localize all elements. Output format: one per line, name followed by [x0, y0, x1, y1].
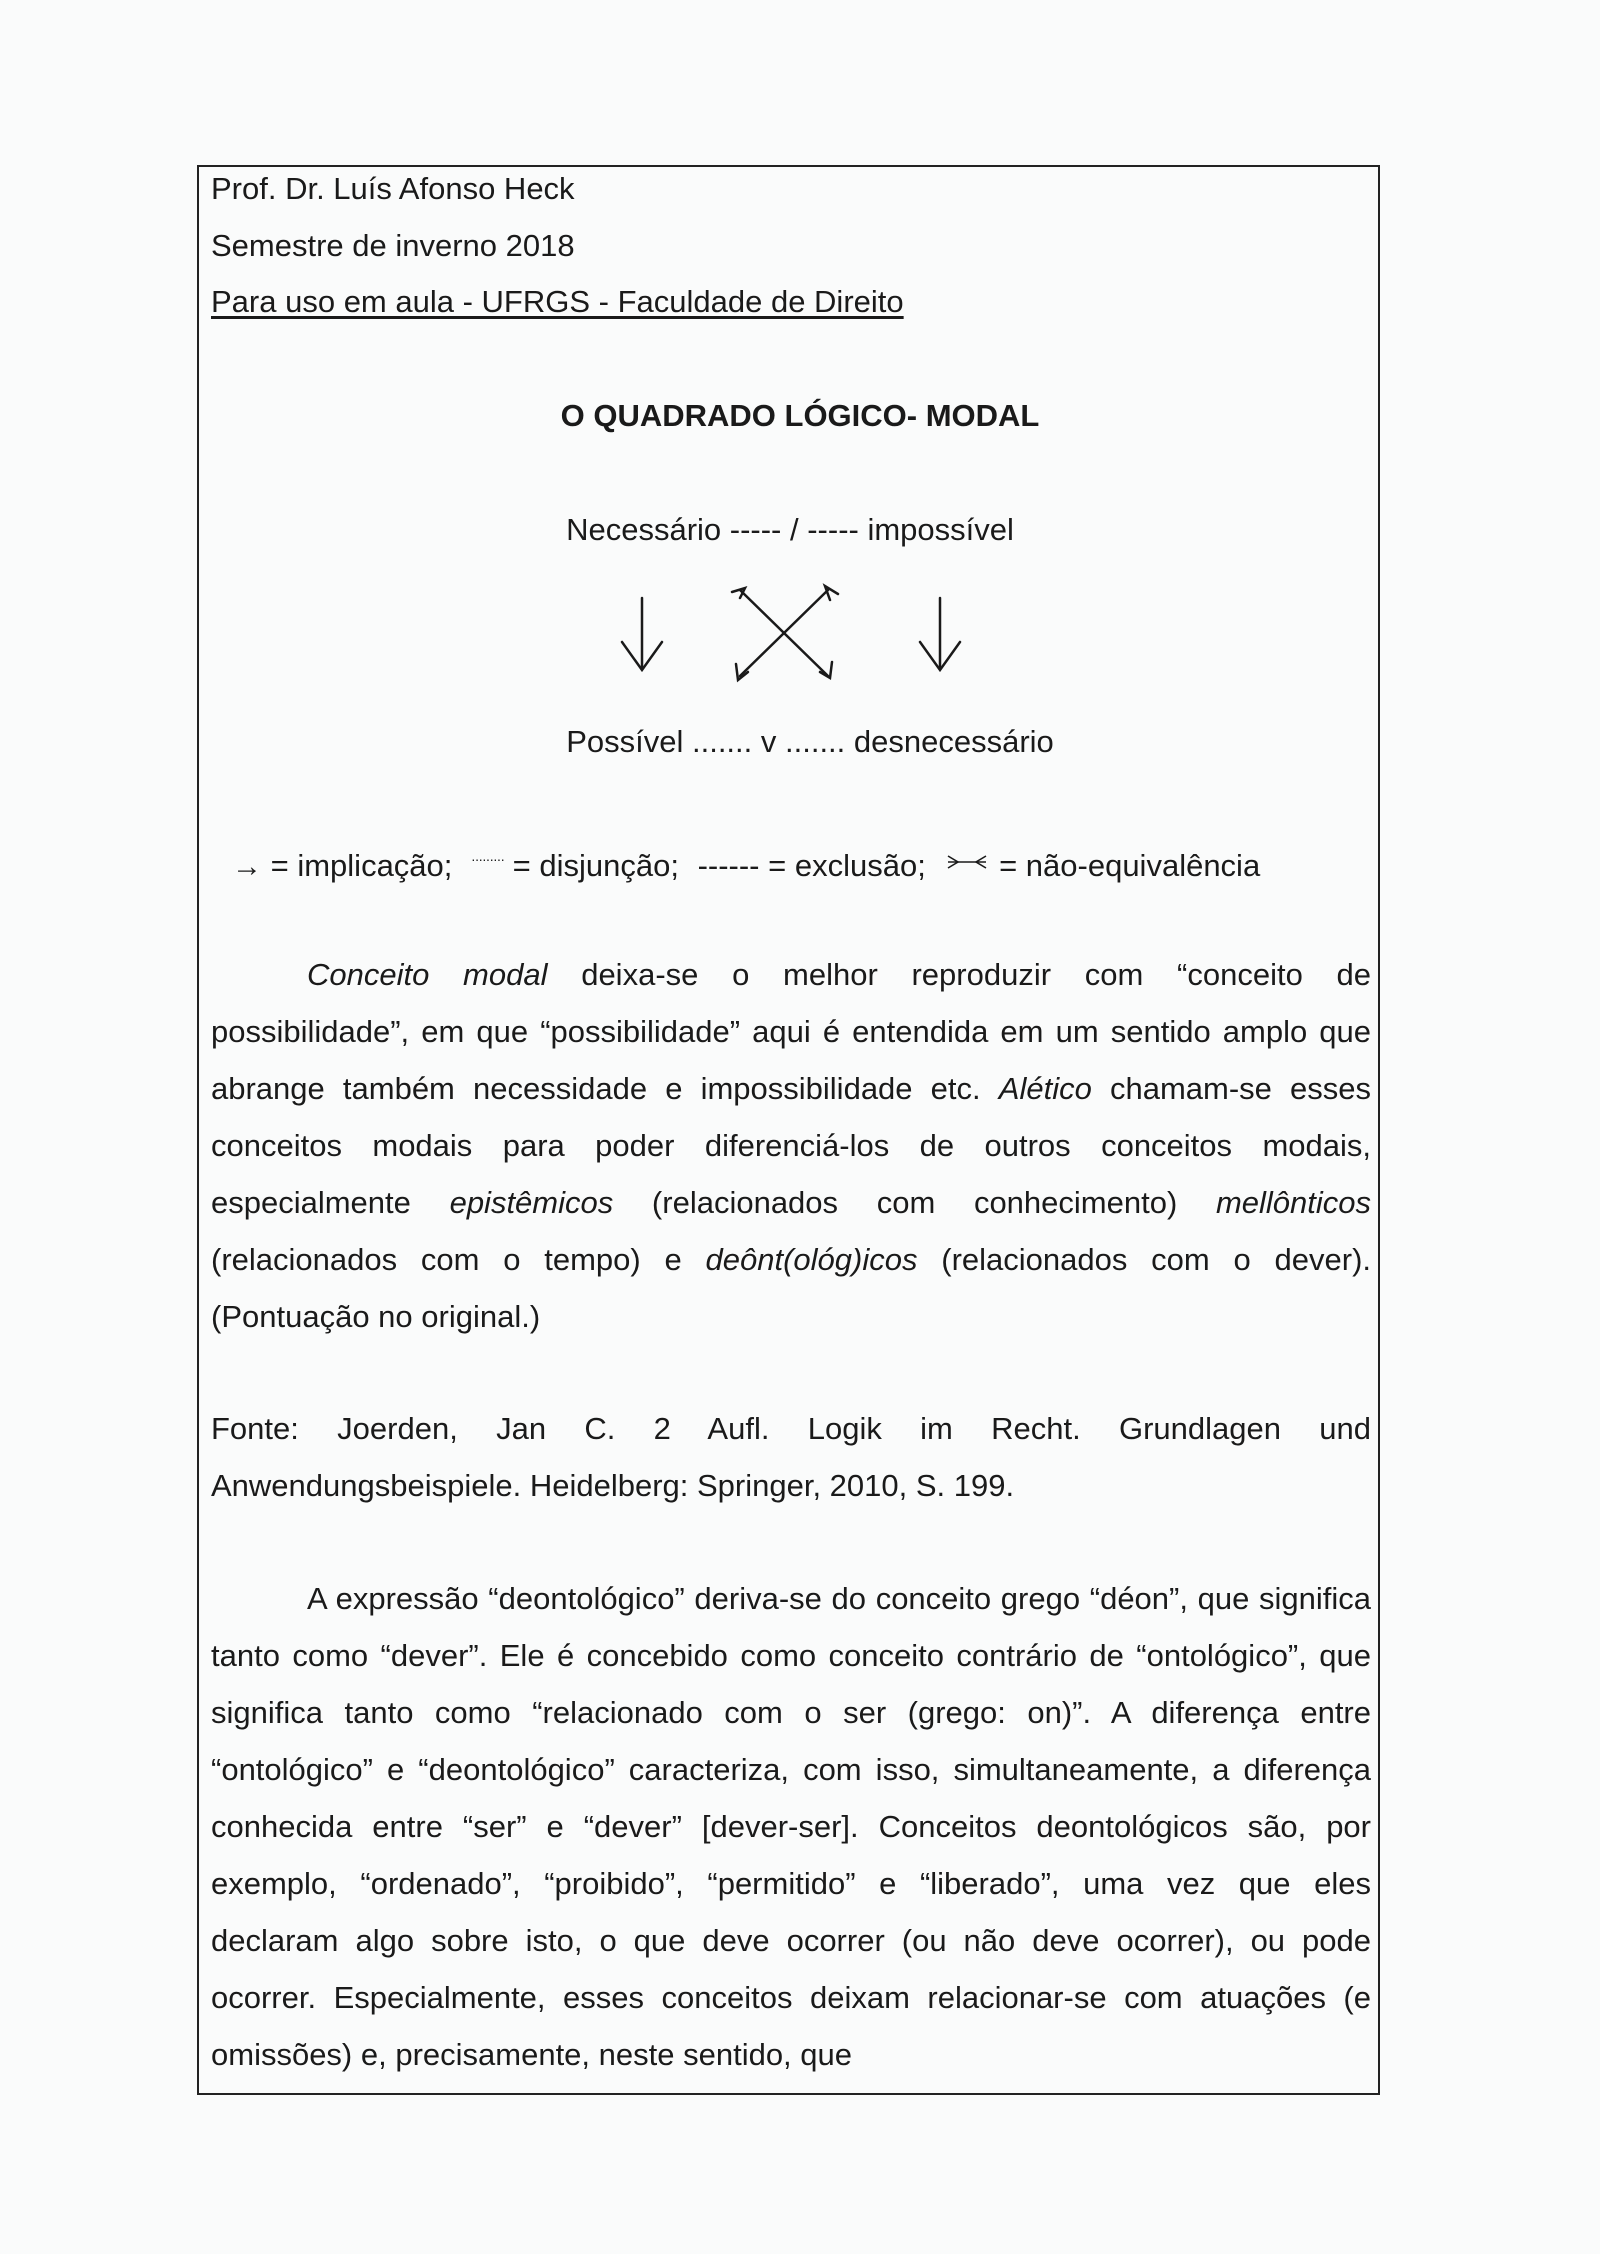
paragraph-text: (relacionados com o dever). (Pontuação no original.) — [211, 1242, 1372, 1334]
exclusion-label: = exclusão; — [768, 848, 926, 883]
semester-line: Semestre de inverno 2018 — [211, 228, 575, 263]
term-epistemicos: epistêmicos — [449, 1185, 614, 1220]
deontological-paragraph: A expressão “deontológico” deriva-se do conceito grego “déon”, que significa tanto como “dever”. Ele é concebido como conceito contrário de “ontológico”, que significa tanto como “relacionado com o ser (grego: on)”. A diferença entre “ontológico” e “deontológico” caracteriza, com isso, simultaneamente, a diferença conhecida entre “ser” e “dever” [dever-ser]. Conceitos deontológicos são, por exemplo, “ordenado”, “proibido”, “permitido” e “liberado”, uma vez que eles declaram algo sobre isto, o que deve ocorrer (ou não deve ocorrer), ou pode ocorrer. Especialmente, esses conceitos deixam relacionar-se com atuações (e omissões) e, precisamente, neste sentido, que — [211, 1581, 1371, 2072]
term-conceito-modal: Conceito modal — [307, 957, 548, 992]
usage-line: Para uso em aula - UFRGS - Faculdade de Direito — [211, 284, 904, 319]
implication-arrow-icon: → — [232, 850, 262, 883]
term-deonticos: deônt(ológ)icos — [705, 1242, 918, 1277]
square-arrows-diagram — [610, 580, 970, 690]
author-line: Prof. Dr. Luís Afonso Heck — [211, 171, 575, 206]
disjunction-label: = disjunção; — [512, 848, 679, 883]
square-top-line: Necessário ----- / ----- impossível — [566, 512, 1014, 547]
modal-concept-paragraph — [211, 946, 1371, 1345]
source-citation: Fonte: Joerden, Jan C. 2 Aufl. Logik im Recht. Grundlagen und Anwendungsbeispiele. Heidelberg: Springer, 2010, S. 199. — [211, 1411, 1371, 1503]
disjunction-symbol: ········· — [471, 851, 504, 867]
non-equivalence-icon — [944, 846, 990, 886]
term-mellonticos: mellônticos — [1215, 1185, 1372, 1220]
non-equivalence-label: = não-equivalência — [999, 848, 1261, 883]
exclusion-symbol: ------ — [697, 848, 760, 883]
paragraph-text: deixa-se o melhor reproduzir com “conceito de possibilidade”, em que “possibilidade” aqui é entendida em um sentido amplo que abrange também necessidade e impossibilidade etc. — [211, 957, 1371, 1106]
square-bottom-line: Possível ....... v ....... desnecessário — [566, 724, 1054, 759]
paragraph-text: (relacionados com conhecimento) — [613, 1185, 1216, 1220]
paragraph-text: chamam-se esses conceitos modais para poder diferenciá-los de outros conceitos modais, especialmente — [211, 1071, 1372, 1220]
page-title: O QUADRADO LÓGICO- MODAL — [560, 398, 1040, 433]
paragraph-text: (relacionados com o tempo) e — [211, 1242, 706, 1277]
legend-line — [232, 839, 1260, 887]
implication-label: = implicação; — [270, 848, 453, 883]
term-aletico: Alético — [998, 1071, 1092, 1106]
